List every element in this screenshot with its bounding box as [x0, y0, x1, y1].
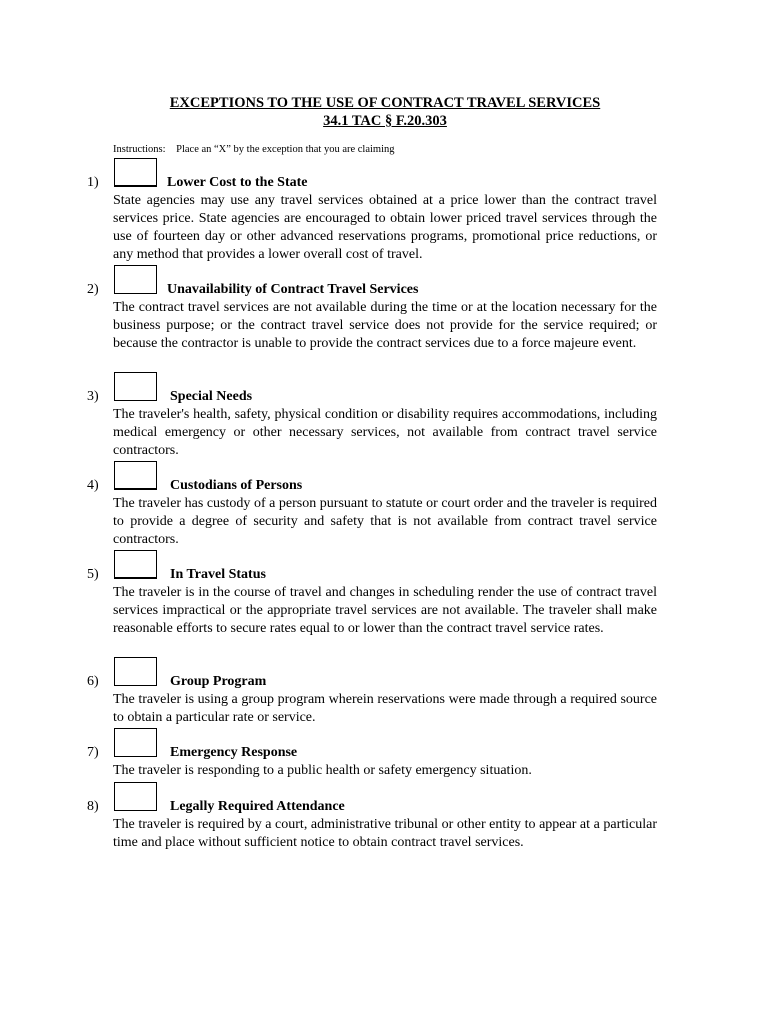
exception-checkbox-6[interactable]: [114, 657, 157, 686]
document-title: EXCEPTIONS TO THE USE OF CONTRACT TRAVEL SERVICES: [169, 95, 601, 111]
item-heading: Unavailability of Contract Travel Services: [167, 282, 419, 297]
item-number: 8): [87, 799, 99, 814]
item-number: 5): [87, 567, 99, 582]
instructions-text: Place an “X” by the exception that you are claiming: [176, 144, 395, 155]
item-description: The traveler is responding to a public health or safety emergency situation.: [113, 763, 532, 778]
item-number: 6): [87, 674, 99, 689]
document-subtitle: 34.1 TAC § F.20.303: [323, 113, 447, 129]
exception-checkbox-7[interactable]: [114, 728, 157, 757]
item-heading: Legally Required Attendance: [170, 799, 345, 814]
item-heading: Group Program: [170, 674, 267, 689]
item-number: 7): [87, 745, 99, 760]
item-description: The traveler is in the course of travel and changes in scheduling render the use of contract travel services impractical or the appropriate travel services are not available. The traveler shall make reasonable efforts to secure rates equal to or lower than the contract travel service rates.: [113, 585, 657, 636]
exception-checkbox-2[interactable]: [114, 265, 157, 294]
item-heading: Emergency Response: [170, 745, 298, 760]
item-number: 2): [87, 282, 99, 297]
item-description: The traveler has custody of a person pursuant to statute or court order and the traveler is required to provide a degree of security and safety that is not available from contract travel service contractors.: [113, 496, 657, 547]
exception-checkbox-1[interactable]: [114, 158, 157, 187]
item-description: The contract travel services are not available during the time or at the location necessary for the business purpose; or the contract travel service does not provide for the service required; or because the contractor is unable to provide the contract services due to a force majeure event.: [113, 300, 657, 351]
exception-checkbox-5[interactable]: [114, 550, 157, 579]
item-number: 3): [87, 389, 99, 404]
instructions-label: Instructions:: [113, 144, 166, 155]
exception-checkbox-3[interactable]: [114, 372, 157, 401]
item-heading: Special Needs: [170, 389, 253, 404]
item-heading: In Travel Status: [170, 567, 266, 582]
exception-checkbox-8[interactable]: [114, 782, 157, 811]
item-heading: Custodians of Persons: [170, 478, 303, 493]
item-description: The traveler is required by a court, administrative tribunal or other entity to appear at a particular time and place without sufficient notice to obtain contract travel services.: [113, 817, 657, 850]
instructions: [113, 143, 395, 157]
item-description: The traveler is using a group program wherein reservations were made through a required source to obtain a particular rate or service.: [113, 692, 657, 725]
exception-checkbox-4[interactable]: [114, 461, 157, 490]
item-number: 4): [87, 478, 99, 493]
item-description: The traveler's health, safety, physical condition or disability requires accommodations, including medical emergency or other necessary services, not available from contract travel service contractors.: [113, 407, 657, 458]
item-heading: Lower Cost to the State: [167, 175, 308, 190]
item-description: State agencies may use any travel services obtained at a price lower than the contract travel services price. State agencies are encouraged to obtain lower priced travel services through the use of fourteen day or other advanced reservations programs, promotional price reductions, or any method that provides a lower overall cost of travel.: [113, 193, 657, 262]
item-number: 1): [87, 175, 99, 190]
